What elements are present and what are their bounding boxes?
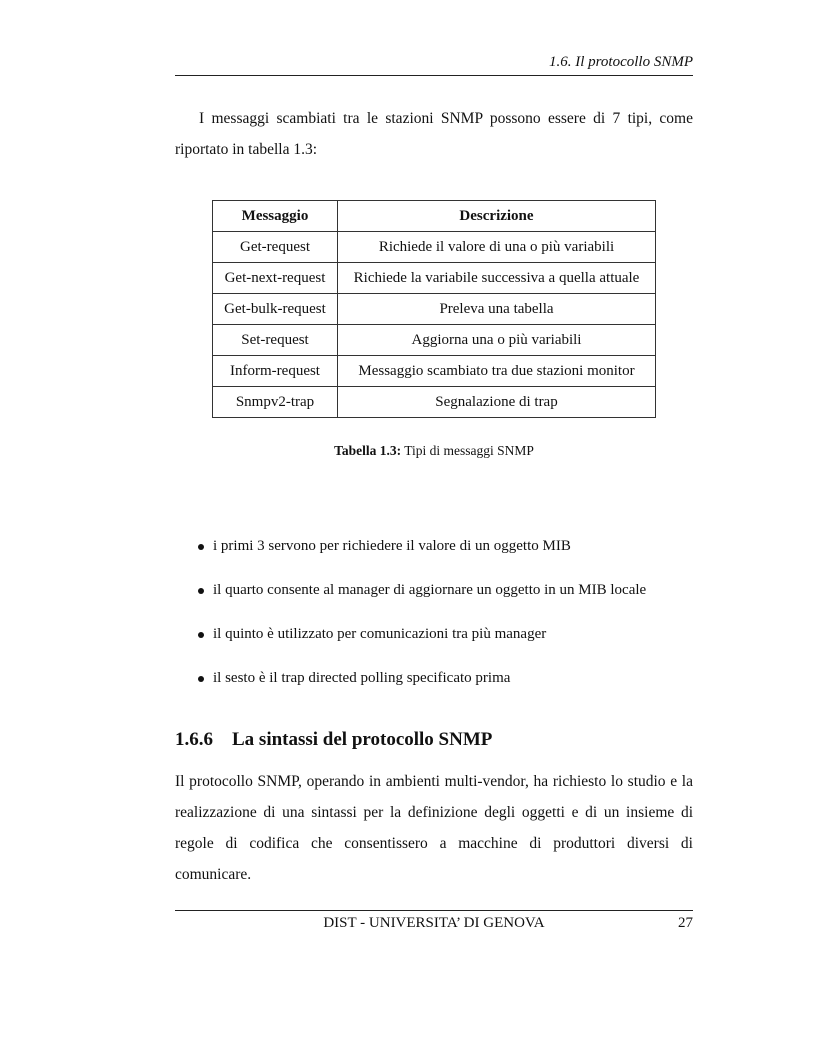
table-cell-description: Segnalazione di trap <box>338 387 656 418</box>
table-row <box>213 325 656 356</box>
table-header-row <box>213 201 656 232</box>
bullet-list <box>175 531 693 707</box>
table-cell-message: Get-bulk-request <box>213 294 338 325</box>
table-caption <box>175 443 693 459</box>
intro-paragraph: I messaggi scambiati tra le stazioni SNMP possono essere di 7 tipi, come riportato in tabella 1.3: <box>175 110 693 158</box>
table-caption-text: Tipi di messaggi SNMP <box>404 443 534 458</box>
table-row <box>213 232 656 263</box>
table-row <box>213 263 656 294</box>
list-item-text: il sesto è il trap directed polling specificato prima <box>213 670 511 686</box>
table-cell-message: Set-request <box>213 325 338 356</box>
table-header-descrizione: Descrizione <box>338 201 656 232</box>
list-item <box>175 619 693 663</box>
footer-rule <box>175 910 693 911</box>
page-number: 27 <box>678 915 693 931</box>
snmp-message-table <box>212 200 656 418</box>
table-cell-message: Snmpv2-trap <box>213 387 338 418</box>
section-title: La sintassi del protocollo SNMP <box>232 729 493 750</box>
table-header-messaggio: Messaggio <box>213 201 338 232</box>
table-cell-message: Get-next-request <box>213 263 338 294</box>
table-cell-message: Get-request <box>213 232 338 263</box>
running-header: 1.6. Il protocollo SNMP <box>548 54 693 70</box>
table-row <box>213 387 656 418</box>
table-row <box>213 294 656 325</box>
table-row <box>213 356 656 387</box>
bullet-icon <box>198 632 204 638</box>
list-item <box>175 575 693 619</box>
section-number: 1.6.6 <box>175 729 213 750</box>
list-item <box>175 531 693 575</box>
list-item-text: i primi 3 servono per richiedere il valore di un oggetto MIB <box>213 538 571 554</box>
section-paragraph: Il protocollo SNMP, operando in ambienti multi-vendor, ha richiesto lo studio e la realizzazione di una sintassi per la definizione degli oggetti e di un insieme di regole di codifica che consentissero a macchine di produttori diversi di comunicare. <box>175 773 693 883</box>
table-cell-description: Messaggio scambiato tra due stazioni monitor <box>338 356 656 387</box>
table-cell-description: Aggiorna una o più variabili <box>338 325 656 356</box>
table-caption-label: Tabella 1.3: <box>334 443 402 458</box>
table-cell-description: Richiede la variabile successiva a quella attuale <box>338 263 656 294</box>
section-heading <box>175 726 693 754</box>
list-item-text: il quarto consente al manager di aggiornare un oggetto in un MIB locale <box>213 582 647 598</box>
footer-institution: DIST - UNIVERSITA’ DI GENOVA <box>323 915 545 931</box>
table-cell-message: Inform-request <box>213 356 338 387</box>
list-item-text: il quinto è utilizzato per comunicazioni tra più manager <box>213 626 547 642</box>
bullet-icon <box>198 544 204 550</box>
table-cell-description: Preleva una tabella <box>338 294 656 325</box>
bullet-icon <box>198 676 204 682</box>
bullet-icon <box>198 588 204 594</box>
list-item <box>175 663 693 707</box>
header-rule <box>175 75 693 76</box>
table-cell-description: Richiede il valore di una o più variabili <box>338 232 656 263</box>
